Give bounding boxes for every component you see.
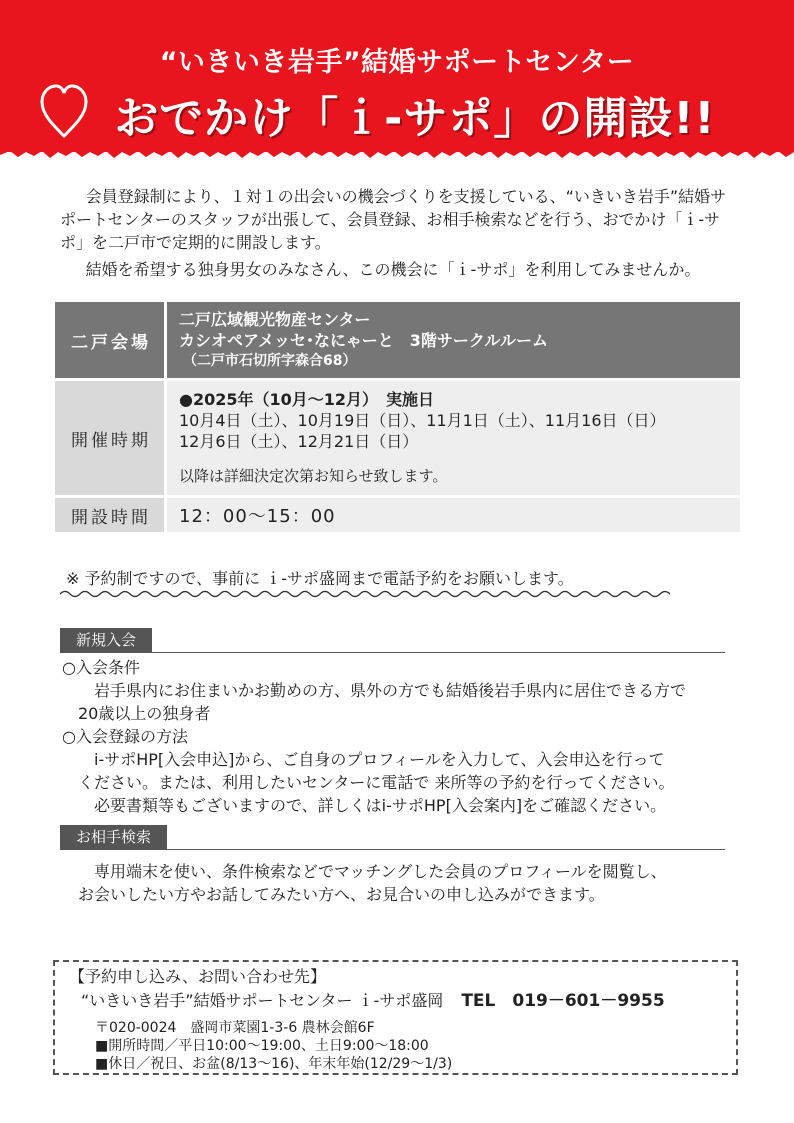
heart-icon bbox=[38, 82, 90, 140]
intro-paragraph-2: 結婚を希望する独身男女のみなさん、この機会に「ｉ-サポ」を利用してみませんか。 bbox=[85, 260, 701, 279]
venue-value bbox=[166, 302, 741, 378]
page-title: おでかけ「ｉ-サポ」の開設!! bbox=[114, 93, 716, 144]
dates-value bbox=[166, 381, 741, 495]
dates-row bbox=[55, 381, 740, 495]
contact-open-hours: ■開所時間／平日10:00～19:00、土日9:00～18:00 bbox=[95, 1038, 429, 1054]
contact-heading: 【予約申し込み、お問い合わせ先】 bbox=[69, 967, 326, 986]
join-method-line-3: 必要書類等もございますので、詳しくはi-サポHP[入会案内]をご確認ください。 bbox=[94, 796, 667, 815]
partner-search-heading bbox=[60, 825, 725, 850]
dates-heading: ●2025年（10月～12月） 実施日 bbox=[179, 390, 435, 409]
contact-box bbox=[53, 960, 738, 1075]
contact-org-name: “いきいき岩手”結婚サポートセンター ｉ-サポ盛岡 bbox=[81, 991, 444, 1010]
partner-search-line-2: お会いしたい方やお話してみたい方へ、お見合いの申し込みができます。 bbox=[78, 885, 605, 904]
reservation-notice: ※ 予約制ですので、事前に ｉ-サポ盛岡まで電話予約をお願いします。 bbox=[66, 569, 574, 588]
dates-line-1: 10月4日（土）、10月19日（日）、11月1日（土）、11月16日（日） bbox=[179, 411, 666, 430]
join-method-line-2: ください。または、利用したいセンターに電話で 来所等の予約を行ってください。 bbox=[78, 773, 675, 792]
contact-closed-days: ■休日／祝日、お盆(8/13～16)、年末年始(12/29～1/3) bbox=[95, 1056, 453, 1072]
hours-row bbox=[55, 498, 740, 532]
hours-value: 12：00～15：00 bbox=[166, 498, 741, 532]
partner-search-body bbox=[62, 860, 742, 906]
partner-search-heading-label: お相手検索 bbox=[60, 825, 167, 849]
partner-search-line-1: 専用端末を使い、条件検索などでマッチングした会員のプロフィールを閲覧し、 bbox=[94, 862, 667, 881]
intro-paragraph-1: 会員登録制により、１対１の出会いの機会づくりを支援している、“いきいき岩手”結婚サポートセンターのスタッフが出張して、会員登録、お相手検索などを行う、おでかけ「ｉ-サポ」を二戸市で定期的に開設します。 bbox=[60, 187, 727, 252]
join-conditions-title: ○入会条件 bbox=[62, 658, 140, 677]
venue-address: （二戸市石切所字森合68） bbox=[183, 352, 357, 369]
venue-row bbox=[55, 302, 740, 378]
contact-address: 〒020-0024 盛岡市菜園1-3-6 農林会館6F bbox=[95, 1020, 375, 1036]
center-name-subtitle: “いきいき岩手”結婚サポートセンター bbox=[159, 47, 635, 78]
venue-name: 二戸広域観光物産センター bbox=[179, 309, 371, 329]
new-member-heading-label: 新規入会 bbox=[60, 628, 152, 652]
new-member-heading bbox=[60, 628, 725, 653]
venue-label: 二戸会場 bbox=[55, 302, 166, 378]
event-info-table bbox=[55, 302, 740, 532]
venue-room: カシオペアメッセ･なにゃーと 3階サークルルーム bbox=[179, 330, 548, 350]
new-member-body bbox=[62, 656, 742, 817]
contact-phone: TEL 019－601－9955 bbox=[461, 991, 665, 1011]
hours-label: 開設時間 bbox=[55, 498, 166, 532]
join-conditions-line-1: 岩手県内にお住まいかお勤めの方、県外の方でも結婚後岩手県内に居住できる方で bbox=[94, 681, 687, 700]
join-method-title: ○入会登録の方法 bbox=[62, 727, 188, 746]
join-method-line-1: i-サポHP[入会申込]から、ご自身のプロフィールを入力して、入会申込を行って bbox=[94, 750, 665, 769]
contact-org bbox=[81, 986, 665, 1011]
intro-text bbox=[60, 185, 740, 281]
dates-note: 以降は詳細決定次第お知らせ致します。 bbox=[179, 467, 448, 485]
dates-label: 開催時期 bbox=[55, 381, 166, 495]
join-conditions-line-2: 20歳以上の独身者 bbox=[78, 704, 211, 723]
dates-line-2: 12月6日（土）、12月21日（日） bbox=[179, 432, 419, 451]
wavy-divider bbox=[60, 588, 670, 600]
banner-torn-edge bbox=[0, 148, 794, 162]
